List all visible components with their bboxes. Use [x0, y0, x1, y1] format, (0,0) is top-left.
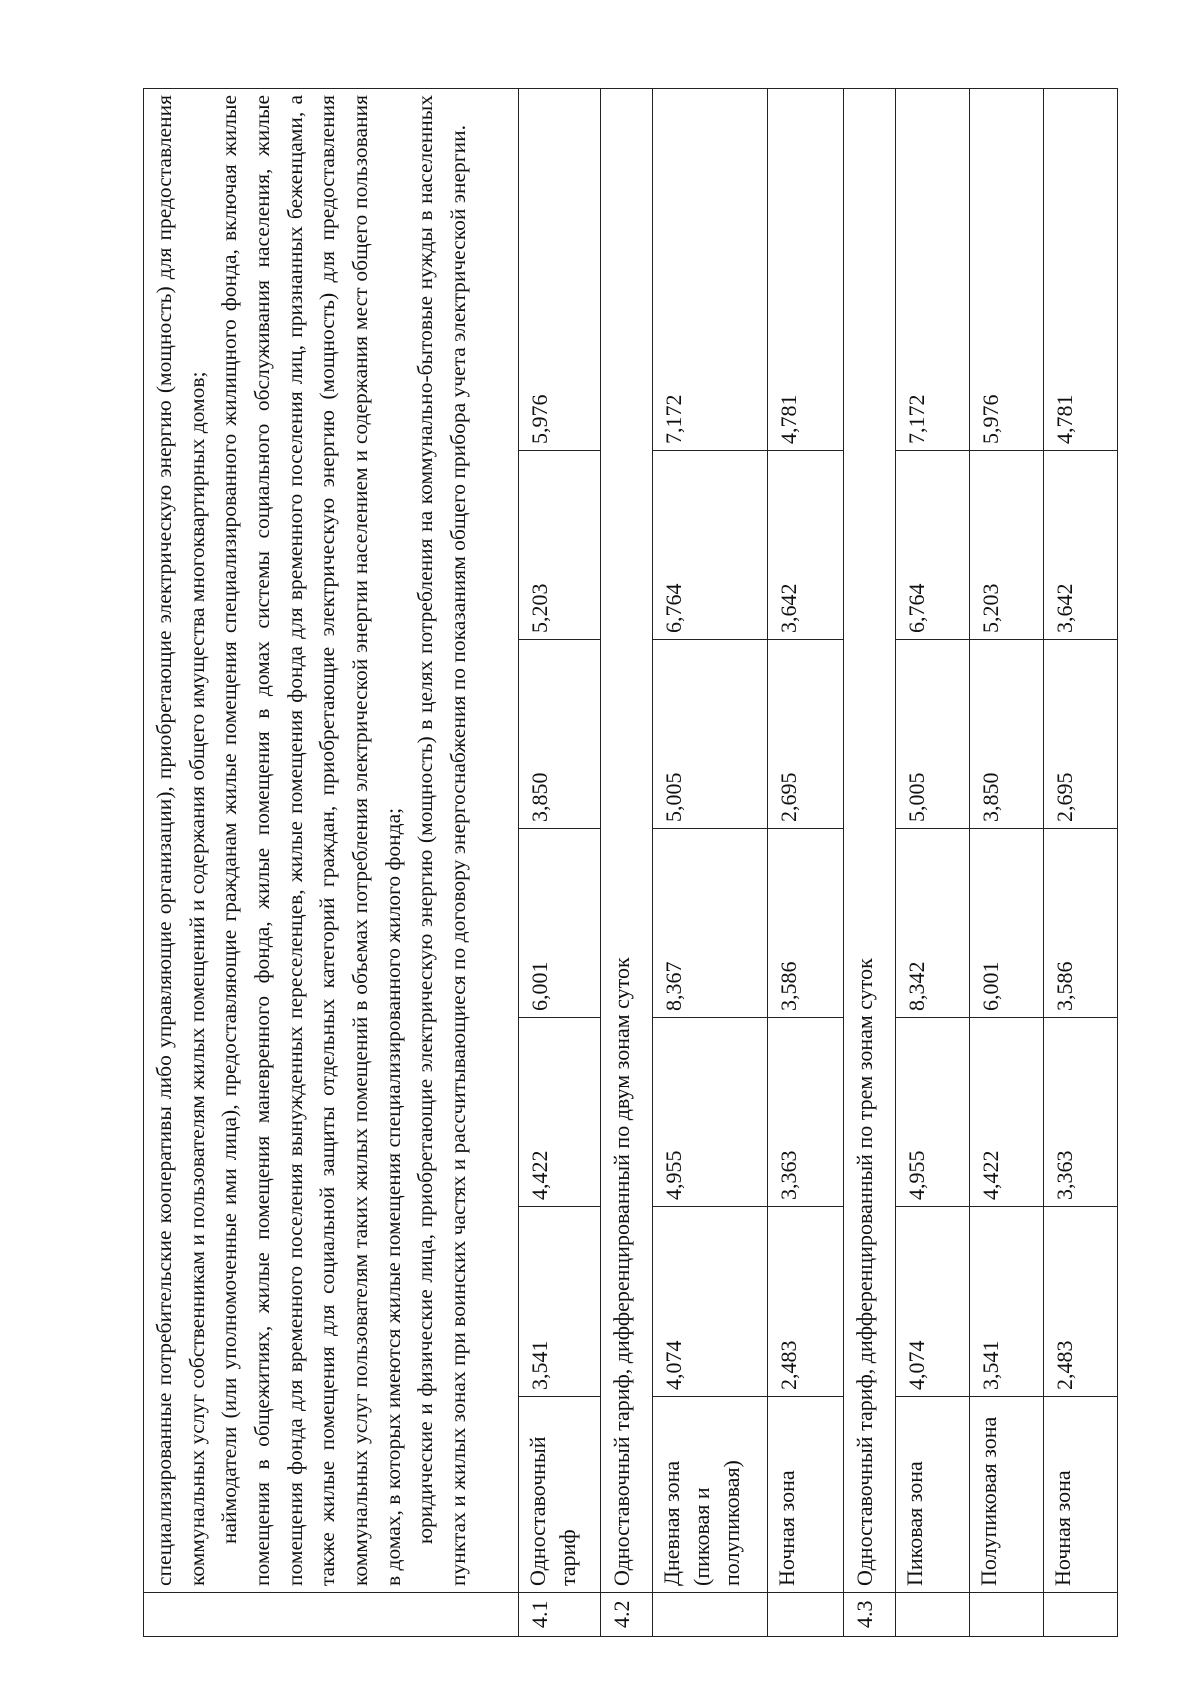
- intro-num-cell: [144, 1593, 519, 1637]
- value-cell: 5,976: [519, 89, 601, 451]
- row-label: Дневная зона (пиковая и полупиковая): [653, 1397, 767, 1593]
- value-cell: 4,955: [653, 1018, 767, 1207]
- section-heading: Одноставочный тариф, дифференцированный по трем зонам суток: [843, 89, 895, 1593]
- value-cell: 5,976: [969, 89, 1043, 451]
- row-number: 4.2: [601, 1593, 653, 1637]
- value-cell: 4,422: [519, 1018, 601, 1207]
- section-heading: Одноставочный тариф, дифференцированный по двум зонам суток: [601, 89, 653, 1593]
- rotated-content: [143, 89, 1118, 1637]
- value-cell: 5,005: [653, 640, 767, 829]
- value-cell: 5,203: [519, 451, 601, 640]
- value-cell: 3,850: [969, 640, 1043, 829]
- value-cell: 5,203: [969, 451, 1043, 640]
- value-cell: 4,074: [653, 1207, 767, 1397]
- value-cell: 8,367: [653, 829, 767, 1018]
- value-cell: 3,642: [767, 451, 843, 640]
- row-number: 4.1: [519, 1593, 601, 1637]
- table-row: [519, 89, 601, 1637]
- section-row: [601, 89, 653, 1637]
- value-cell: 3,541: [969, 1207, 1043, 1397]
- row-label: Полупиковая зона: [969, 1397, 1043, 1593]
- intro-paragraph: наймодатели (или уполномоченные ими лица), предоставляющие гражданам жилые помещения специализированного жилищного фонда, включая жилые помещения в общежитиях, жилые помещения маневренного фонда, жилые помещения в домах системы социального обслуживания населения, жилые помещения фонда для временного поселения вынужденных переселенцев, жилые помещения фонда для временного поселения лиц, признанных беженцами, а также жилые помещения для социальной защиты отдельных категорий граждан, приобретающие электрическую энергию (мощность) для предоставления коммунальных услуг пользователям таких жилых помещений в объемах потребления электрической энергии населением и содержания мест общего пользования в домах, в которых имеются жилые помещения специализированного жилого фонда;: [217, 95, 405, 1586]
- value-cell: 3,586: [1043, 829, 1117, 1018]
- row-label: Одноставочный тариф: [519, 1397, 601, 1593]
- value-cell: 6,764: [653, 451, 767, 640]
- value-cell: 3,541: [519, 1207, 601, 1397]
- value-cell: 6,001: [969, 829, 1043, 1018]
- row-number: [767, 1593, 843, 1637]
- value-cell: 2,483: [1043, 1207, 1117, 1397]
- value-cell: 4,781: [767, 89, 843, 451]
- intro-paragraph: специализированные потребительские кооперативы либо управляющие организации), приобретающие электрическую энергию (мощность) для предоставления коммунальных услуг собственникам и пользователям жилых помещений и содержания общего имущества многоквартирных домов;: [152, 95, 209, 1586]
- row-label: Ночная зона: [767, 1397, 843, 1593]
- value-cell: 3,363: [767, 1018, 843, 1207]
- value-cell: 4,955: [895, 1018, 969, 1207]
- intro-paragraph: юридические и физические лица, приобретающие электрическую энергию (мощность) в целях потребления на коммунально-бытовые нужды в населенных пунктах и жилых зонах при воинских частях и рассчитывающиеся по договору энергоснабжения по показаниям общего прибора учета электрической энергии.: [413, 95, 471, 1586]
- value-cell: 5,005: [895, 640, 969, 829]
- intro-row: [144, 89, 519, 1637]
- value-cell: 3,642: [1043, 451, 1117, 640]
- table-row: [895, 89, 969, 1637]
- value-cell: 3,586: [767, 829, 843, 1018]
- value-cell: 2,695: [767, 640, 843, 829]
- tariff-table: [143, 88, 1118, 1637]
- section-row: [843, 89, 895, 1637]
- value-cell: 3,850: [519, 640, 601, 829]
- value-cell: 6,764: [895, 451, 969, 640]
- row-number: [895, 1593, 969, 1637]
- value-cell: 2,695: [1043, 640, 1117, 829]
- value-cell: 4,422: [969, 1018, 1043, 1207]
- table-row: [767, 89, 843, 1637]
- row-number: [969, 1593, 1043, 1637]
- value-cell: 7,172: [895, 89, 969, 451]
- row-number: 4.3: [843, 1593, 895, 1637]
- value-cell: 3,363: [1043, 1018, 1117, 1207]
- table-row: [1043, 89, 1117, 1637]
- table-row: [969, 89, 1043, 1637]
- value-cell: 2,483: [767, 1207, 843, 1397]
- value-cell: 8,342: [895, 829, 969, 1018]
- row-label: Пиковая зона: [895, 1397, 969, 1593]
- row-number: [1043, 1593, 1117, 1637]
- row-label: Ночная зона: [1043, 1397, 1117, 1593]
- row-number: [653, 1593, 767, 1637]
- intro-text-cell: [144, 89, 519, 1593]
- table-row: [653, 89, 767, 1637]
- value-cell: 7,172: [653, 89, 767, 451]
- value-cell: 4,074: [895, 1207, 969, 1397]
- value-cell: 6,001: [519, 829, 601, 1018]
- value-cell: 4,781: [1043, 89, 1117, 451]
